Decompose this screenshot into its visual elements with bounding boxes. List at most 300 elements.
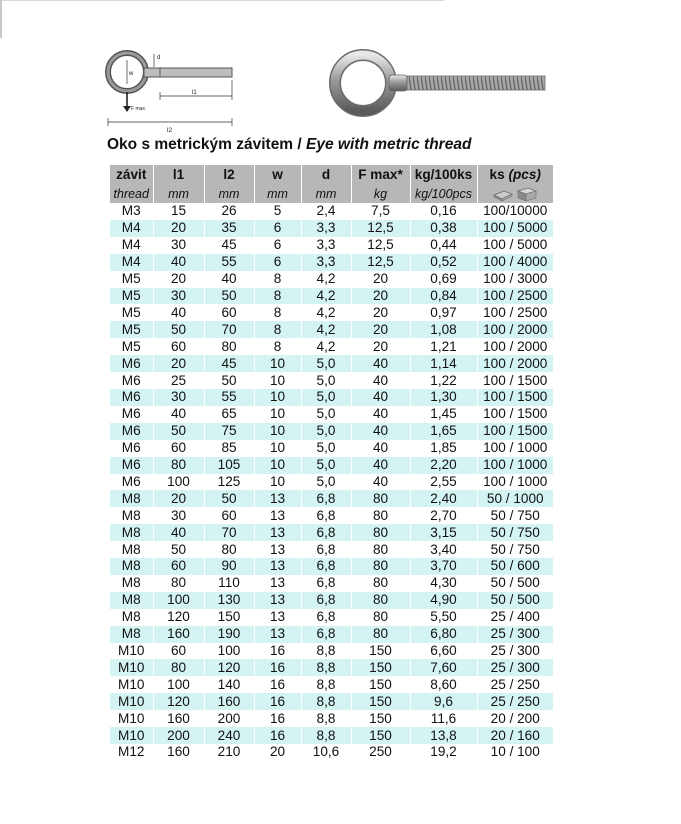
table-cell: 6,8	[301, 575, 351, 592]
table-cell: 6	[254, 220, 301, 237]
table-cell: 10,6	[301, 744, 351, 761]
table-cell: 0,38	[410, 220, 477, 237]
table-cell: 3,3	[301, 237, 351, 254]
table-row	[110, 254, 553, 271]
header-cell: w	[254, 165, 301, 184]
table-cell: 100/10000	[477, 203, 553, 220]
table-cell: 50	[204, 372, 254, 389]
table-cell: M6	[110, 389, 153, 406]
table-cell: 13	[254, 558, 301, 575]
table-row	[110, 440, 553, 457]
table-cell: 40	[153, 254, 204, 271]
table-cell: 100 / 2000	[477, 338, 553, 355]
table-cell: 125	[204, 474, 254, 491]
table-cell: 13	[254, 524, 301, 541]
table-row	[110, 676, 553, 693]
label-d: d	[157, 55, 161, 61]
table-cell: 55	[204, 389, 254, 406]
header-cell: l1	[153, 165, 204, 184]
table-cell: 8	[254, 271, 301, 288]
table-cell: 100 / 2000	[477, 355, 553, 372]
table-cell: 105	[204, 457, 254, 474]
table-cell: 9,6	[410, 693, 477, 710]
table-cell: 20	[351, 271, 410, 288]
table-cell: 8,8	[301, 676, 351, 693]
table-cell: 20	[351, 288, 410, 305]
header-cell: d	[301, 165, 351, 184]
table-cell: 85	[204, 440, 254, 457]
subheader-row	[110, 184, 553, 203]
table-row	[110, 541, 553, 558]
eye-bolt-photo	[325, 48, 550, 118]
table-cell: 8,8	[301, 727, 351, 744]
table-row	[110, 321, 553, 338]
table-cell: 13	[254, 490, 301, 507]
table-cell: 10	[254, 389, 301, 406]
table-cell: 30	[153, 507, 204, 524]
table-cell: 210	[204, 744, 254, 761]
table-row	[110, 643, 553, 660]
table-cell: 160	[153, 710, 204, 727]
table-cell: 60	[153, 338, 204, 355]
table-cell: 13	[254, 626, 301, 643]
table-cell: M10	[110, 643, 153, 660]
table-cell: 5,0	[301, 355, 351, 372]
header-cell-ks	[477, 165, 553, 184]
table-cell: M5	[110, 271, 153, 288]
table-row	[110, 744, 553, 761]
table-cell: 26	[204, 203, 254, 220]
table-cell: M8	[110, 609, 153, 626]
table-cell: M8	[110, 626, 153, 643]
table-cell: 190	[204, 626, 254, 643]
table-cell: 60	[153, 558, 204, 575]
table-cell: 8	[254, 288, 301, 305]
table-cell: 3,15	[410, 524, 477, 541]
table-body	[110, 203, 553, 761]
header-row	[110, 165, 553, 184]
table-cell: 20	[351, 321, 410, 338]
table-cell: 100 / 2500	[477, 288, 553, 305]
table-cell: 8	[254, 321, 301, 338]
table-cell: 200	[153, 727, 204, 744]
table-row	[110, 203, 553, 220]
table-cell: 8	[254, 304, 301, 321]
table-cell: 2,4	[301, 203, 351, 220]
table-cell: M10	[110, 710, 153, 727]
table-cell: 50	[153, 321, 204, 338]
table-cell: M8	[110, 575, 153, 592]
table-cell: 16	[254, 676, 301, 693]
table-cell: 25 / 250	[477, 676, 553, 693]
table-row	[110, 237, 553, 254]
table-cell: 40	[204, 271, 254, 288]
table-cell: 100 / 4000	[477, 254, 553, 271]
table-cell: 80	[351, 575, 410, 592]
table-cell: 150	[351, 676, 410, 693]
table-row	[110, 304, 553, 321]
table-cell: 6,8	[301, 626, 351, 643]
table-cell: 8,60	[410, 676, 477, 693]
table-cell: 0,52	[410, 254, 477, 271]
table-cell: M8	[110, 490, 153, 507]
table-row	[110, 288, 553, 305]
table-cell: M8	[110, 592, 153, 609]
table-cell: 10	[254, 423, 301, 440]
table-cell: 16	[254, 659, 301, 676]
table-cell: 6,8	[301, 524, 351, 541]
label-w: w	[129, 71, 134, 77]
table-cell: 10	[254, 457, 301, 474]
table-cell: 3,70	[410, 558, 477, 575]
table-cell: 16	[254, 727, 301, 744]
table-cell: 6,8	[301, 541, 351, 558]
package-icons-cell	[477, 184, 553, 203]
table-cell: 8,8	[301, 693, 351, 710]
table-cell: 100 / 3000	[477, 271, 553, 288]
table-cell: 13	[254, 507, 301, 524]
table-cell: 50 / 1000	[477, 490, 553, 507]
table-cell: 30	[153, 288, 204, 305]
table-cell: M4	[110, 237, 153, 254]
table-cell: 50 / 500	[477, 575, 553, 592]
table-row	[110, 355, 553, 372]
table-cell: 90	[204, 558, 254, 575]
table-cell: 1,21	[410, 338, 477, 355]
small-box-icon	[494, 191, 512, 201]
header-cell: F max*	[351, 165, 410, 184]
header-cell: závit	[110, 165, 153, 184]
subheader-cell: kg	[351, 184, 410, 203]
table-cell: 1,14	[410, 355, 477, 372]
table-cell: 80	[204, 338, 254, 355]
subheader-cell: mm	[153, 184, 204, 203]
table-cell: M10	[110, 659, 153, 676]
table-cell: M5	[110, 338, 153, 355]
table-cell: 0,97	[410, 304, 477, 321]
table-cell: M8	[110, 524, 153, 541]
table-row	[110, 457, 553, 474]
table-cell: 150	[351, 643, 410, 660]
table-cell: 80	[351, 507, 410, 524]
table-cell: 50 / 750	[477, 524, 553, 541]
table-cell: 60	[153, 643, 204, 660]
table-cell: 120	[153, 609, 204, 626]
table-cell: 100	[153, 474, 204, 491]
table-cell: 100 / 1000	[477, 440, 553, 457]
table-cell: 16	[254, 710, 301, 727]
table-cell: M6	[110, 355, 153, 372]
table-cell: 5,0	[301, 423, 351, 440]
table-cell: 100 / 5000	[477, 237, 553, 254]
table-cell: 2,55	[410, 474, 477, 491]
table-cell: 40	[153, 304, 204, 321]
table-cell: 20	[254, 744, 301, 761]
table-row	[110, 592, 553, 609]
specification-table	[110, 165, 553, 761]
table-cell: 15	[153, 203, 204, 220]
table-cell: 13	[254, 592, 301, 609]
label-l2: l2	[167, 127, 173, 134]
table-row	[110, 372, 553, 389]
table-cell: M6	[110, 474, 153, 491]
table-row	[110, 558, 553, 575]
table-cell: 4,2	[301, 288, 351, 305]
table-cell: 40	[351, 355, 410, 372]
table-cell: 8,8	[301, 710, 351, 727]
table-cell: 13	[254, 575, 301, 592]
table-cell: 12,5	[351, 254, 410, 271]
table-cell: 200	[204, 710, 254, 727]
table-row	[110, 389, 553, 406]
table-cell: 2,70	[410, 507, 477, 524]
table-cell: 100 / 5000	[477, 220, 553, 237]
table-cell: 3,40	[410, 541, 477, 558]
table-cell: 100 / 1500	[477, 423, 553, 440]
table-cell: 4,2	[301, 321, 351, 338]
table-cell: 40	[351, 389, 410, 406]
table-cell: 50 / 750	[477, 507, 553, 524]
table-cell: 3,3	[301, 254, 351, 271]
table-cell: 6,8	[301, 592, 351, 609]
table-cell: 16	[254, 693, 301, 710]
table-cell: 150	[351, 727, 410, 744]
table-row	[110, 423, 553, 440]
table-cell: 6,60	[410, 643, 477, 660]
subheader-cell: mm	[204, 184, 254, 203]
table-cell: M10	[110, 676, 153, 693]
table-cell: 60	[204, 507, 254, 524]
table-cell: 70	[204, 524, 254, 541]
table-cell: 20	[351, 338, 410, 355]
table-row	[110, 524, 553, 541]
table-cell: 150	[351, 693, 410, 710]
header-ks-unit: (pcs)	[508, 167, 541, 182]
table-cell: 30	[153, 237, 204, 254]
table-cell: 100	[153, 676, 204, 693]
table-cell: 40	[351, 440, 410, 457]
table-cell: 160	[153, 744, 204, 761]
table-cell: 100 / 2000	[477, 321, 553, 338]
table-cell: 0,69	[410, 271, 477, 288]
table-cell: 6,8	[301, 558, 351, 575]
table-row	[110, 406, 553, 423]
table-cell: 13,8	[410, 727, 477, 744]
table-cell: 40	[351, 457, 410, 474]
header-cell: kg/100ks	[410, 165, 477, 184]
table-cell: 10	[254, 406, 301, 423]
table-cell: 20	[351, 304, 410, 321]
table-cell: 16	[254, 643, 301, 660]
table-cell: 40	[351, 372, 410, 389]
table-cell: 50 / 500	[477, 592, 553, 609]
table-cell: M3	[110, 203, 153, 220]
large-box-icon	[518, 188, 536, 201]
table-cell: 1,08	[410, 321, 477, 338]
table-cell: 100 / 1500	[477, 372, 553, 389]
table-cell: M10	[110, 693, 153, 710]
table-cell: M6	[110, 406, 153, 423]
table-cell: 8	[254, 338, 301, 355]
label-l1: l1	[192, 90, 197, 96]
table-cell: M5	[110, 288, 153, 305]
table-cell: M10	[110, 727, 153, 744]
table-cell: 5,0	[301, 389, 351, 406]
table-cell: 100	[153, 592, 204, 609]
table-cell: 100	[204, 643, 254, 660]
label-fmax: F max.	[131, 106, 147, 112]
table-cell: 50	[204, 490, 254, 507]
table-cell: 10	[254, 355, 301, 372]
table-cell: 40	[351, 474, 410, 491]
table-cell: 100 / 1000	[477, 474, 553, 491]
table-cell: 80	[351, 558, 410, 575]
table-cell: 75	[204, 423, 254, 440]
table-cell: 5,0	[301, 406, 351, 423]
header-cell: l2	[204, 165, 254, 184]
table-cell: 12,5	[351, 220, 410, 237]
table-row	[110, 220, 553, 237]
table-cell: 150	[351, 710, 410, 727]
table-cell: 20	[153, 355, 204, 372]
table-cell: 20 / 200	[477, 710, 553, 727]
table-cell: 120	[204, 659, 254, 676]
table-cell: 19,2	[410, 744, 477, 761]
table-cell: 1,22	[410, 372, 477, 389]
table-cell: 80	[351, 524, 410, 541]
table-cell: 60	[153, 440, 204, 457]
table-cell: 250	[351, 744, 410, 761]
table-row	[110, 338, 553, 355]
table-cell: M4	[110, 220, 153, 237]
table-cell: 80	[153, 457, 204, 474]
page-title	[107, 136, 547, 158]
table-cell: 35	[204, 220, 254, 237]
table-cell: 6,80	[410, 626, 477, 643]
table-cell: 6,8	[301, 609, 351, 626]
table-row	[110, 659, 553, 676]
table-cell: 80	[351, 541, 410, 558]
table-cell: M6	[110, 423, 153, 440]
table-cell: 2,20	[410, 457, 477, 474]
table-cell: 8,8	[301, 659, 351, 676]
table-row	[110, 727, 553, 744]
table-cell: 80	[351, 609, 410, 626]
table-cell: 7,60	[410, 659, 477, 676]
table-cell: 80	[351, 490, 410, 507]
table-cell: 140	[204, 676, 254, 693]
subheader-cell: thread	[110, 184, 153, 203]
table-cell: 100 / 1500	[477, 406, 553, 423]
table-row	[110, 490, 553, 507]
table-cell: 80	[153, 659, 204, 676]
table-cell: 10	[254, 474, 301, 491]
table-cell: 50	[204, 288, 254, 305]
table-cell: 50 / 750	[477, 541, 553, 558]
table-cell: 13	[254, 609, 301, 626]
table-cell: 70	[204, 321, 254, 338]
table-cell: 25 / 300	[477, 659, 553, 676]
table-cell: 1,45	[410, 406, 477, 423]
table-cell: 100 / 1500	[477, 389, 553, 406]
table-cell: 6	[254, 254, 301, 271]
table-cell: 4,30	[410, 575, 477, 592]
table-cell: M8	[110, 507, 153, 524]
table-cell: 130	[204, 592, 254, 609]
table-cell: 100 / 2500	[477, 304, 553, 321]
table-cell: 5,0	[301, 440, 351, 457]
table-row	[110, 609, 553, 626]
table-cell: M8	[110, 558, 153, 575]
table-cell: 45	[204, 355, 254, 372]
table-cell: 50	[153, 541, 204, 558]
table-cell: 0,16	[410, 203, 477, 220]
table-cell: 1,65	[410, 423, 477, 440]
subheader-cell: kg/100pcs	[410, 184, 477, 203]
table-cell: 6	[254, 237, 301, 254]
table-cell: 30	[153, 389, 204, 406]
table-cell: 150	[204, 609, 254, 626]
table-cell: 50	[153, 423, 204, 440]
eye-bolt-diagram	[100, 40, 240, 135]
title-english: Eye with metric thread	[306, 136, 472, 153]
table-cell: M6	[110, 457, 153, 474]
table-cell: 0,44	[410, 237, 477, 254]
table-cell: 160	[153, 626, 204, 643]
table-row	[110, 507, 553, 524]
table-cell: 40	[153, 406, 204, 423]
table-cell: 25 / 300	[477, 626, 553, 643]
title-czech: Oko s metrickým závitem /	[107, 136, 302, 153]
table-row	[110, 693, 553, 710]
table-cell: 5,0	[301, 474, 351, 491]
table-cell: 5,0	[301, 372, 351, 389]
table-cell: 4,2	[301, 304, 351, 321]
table-cell: 120	[153, 693, 204, 710]
table-cell: 10 / 100	[477, 744, 553, 761]
table-cell: 20	[153, 271, 204, 288]
table-cell: 0,84	[410, 288, 477, 305]
table-cell: 12,5	[351, 237, 410, 254]
top-divider	[0, 0, 444, 1]
table-row	[110, 474, 553, 491]
table-cell: 20 / 160	[477, 727, 553, 744]
table-cell: 6,8	[301, 507, 351, 524]
table-cell: 240	[204, 727, 254, 744]
table-cell: 100 / 1000	[477, 457, 553, 474]
table-cell: 1,30	[410, 389, 477, 406]
table-cell: 5,0	[301, 457, 351, 474]
table-cell: 80	[351, 626, 410, 643]
table-cell: 2,40	[410, 490, 477, 507]
table-cell: 1,85	[410, 440, 477, 457]
table-cell: 110	[204, 575, 254, 592]
table-cell: 40	[351, 423, 410, 440]
table-cell: 80	[351, 592, 410, 609]
table-cell: 6,8	[301, 490, 351, 507]
table-cell: 20	[153, 220, 204, 237]
subheader-cell: mm	[254, 184, 301, 203]
table-cell: 3,3	[301, 220, 351, 237]
table-cell: 11,6	[410, 710, 477, 727]
table-cell: 4,90	[410, 592, 477, 609]
table-cell: 13	[254, 541, 301, 558]
table-cell: 40	[153, 524, 204, 541]
table-cell: M4	[110, 254, 153, 271]
table-cell: 10	[254, 440, 301, 457]
table-cell: 50 / 600	[477, 558, 553, 575]
table-cell: 80	[153, 575, 204, 592]
